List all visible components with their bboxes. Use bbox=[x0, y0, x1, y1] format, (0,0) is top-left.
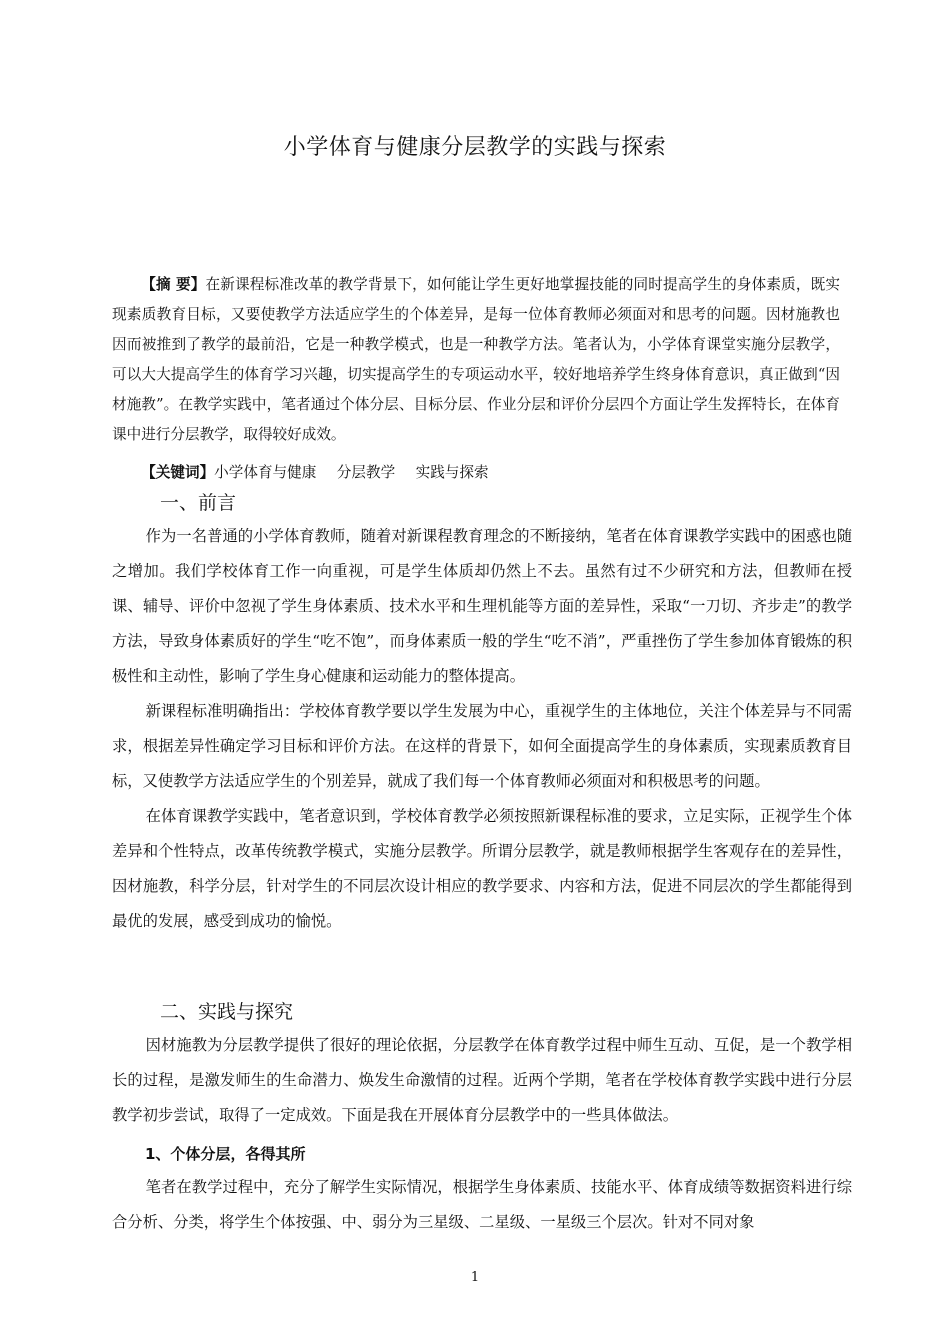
abstract-text: 在新课程标准改革的教学背景下，如何能让学生更好地掌握技能的同时提高学生的身体素质，既实现素质教育目标，又要使教学方法适应学生的个体差异，是每一位体育教师必须面对和思考的问题。因材施教也因而被推到了教学的最前沿，它是一种教学模式，也是一种教学方法。笔者认为，小学体育课堂实施分层教学，可以大大提高学生的体育学习兴趣，切实提高学生的专项运动水平，较好地培养学生终身体育意识，真正做到“因材施教”。在教学实践中，笔者通过个体分层、目标分层、作业分层和评价分层四个方面让学生发挥特长，在体育课中进行分层教学，取得较好成效。 bbox=[112, 276, 840, 443]
abstract bbox=[112, 270, 840, 450]
section-heading-intro: 一、前言 bbox=[160, 492, 237, 514]
paragraph: 笔者在教学过程中，充分了解学生实际情况，根据学生身体素质、技能水平、体育成绩等数据资料进行综合分析、分类，将学生个体按强、中、弱分为三星级、二星级、一星级三个层次。针对不同对象 bbox=[112, 1178, 852, 1231]
keyword-item: 实践与探索 bbox=[415, 464, 489, 481]
section-heading-practice: 二、实践与探究 bbox=[160, 1001, 294, 1023]
document-title: 小学体育与健康分层教学的实践与探索 bbox=[283, 135, 667, 160]
paragraph: 作为一名普通的小学体育教师，随着对新课程教育理念的不断接纳，笔者在体育课教学实践中的困惑也随之增加。我们学校体育工作一向重视，可是学生体质却仍然上不去。虽然有过不少研究和方法，但教师在授课、辅导、评价中忽视了学生身体素质、技术水平和生理机能等方面的差异性，采取“一刀切、齐步走”的教学方法，导致身体素质好的学生“吃不饱”，而身体素质一般的学生“吃不消”，严重挫伤了学生参加体育锻炼的积极性和主动性，影响了学生身心健康和运动能力的整体提高。 bbox=[112, 527, 852, 685]
paragraph: 在体育课教学实践中，笔者意识到，学校体育教学必须按照新课程标准的要求，立足实际，正视学生个体差异和个性特点，改革传统教学模式，实施分层教学。所谓分层教学，就是教师根据学生客观存在的差异性，因材施教，科学分层，针对学生的不同层次设计相应的教学要求、内容和方法，促进不同层次的学生都能得到最优的发展，感受到成功的愉悦。 bbox=[112, 807, 852, 930]
page-number: 1 bbox=[470, 1270, 480, 1285]
paragraph: 因材施教为分层教学提供了很好的理论依据，分层教学在体育教学过程中师生互动、互促，是一个教学相长的过程，是激发师生的生命潜力、焕发生命激情的过程。近两个学期，笔者在学校体育教学实践中进行分层教学初步尝试，取得了一定成效。下面是我在开展体育分层教学中的一些具体做法。 bbox=[112, 1036, 852, 1124]
keywords bbox=[112, 458, 840, 488]
abstract-label: 【摘 要】 bbox=[141, 276, 206, 293]
keywords-label: 【关键词】 bbox=[141, 464, 215, 481]
keyword-item: 小学体育与健康 bbox=[214, 464, 317, 481]
subsection-heading: 1、个体分层，各得其所 bbox=[145, 1145, 306, 1163]
subsection-body bbox=[112, 1170, 852, 1240]
paragraph: 新课程标准明确指出：学校体育教学要以学生发展为中心，重视学生的主体地位，关注个体差异与不同需求，根据差异性确定学习目标和评价方法。在这样的背景下，如何全面提高学生的身体素质，实现素质教育目标，又使教学方法适应学生的个别差异，就成了我们每一个体育教师必须面对和积极思考的问题。 bbox=[112, 702, 852, 790]
section-practice-body bbox=[112, 1028, 852, 1133]
section-intro-body bbox=[112, 519, 852, 939]
keyword-item: 分层教学 bbox=[336, 464, 396, 481]
